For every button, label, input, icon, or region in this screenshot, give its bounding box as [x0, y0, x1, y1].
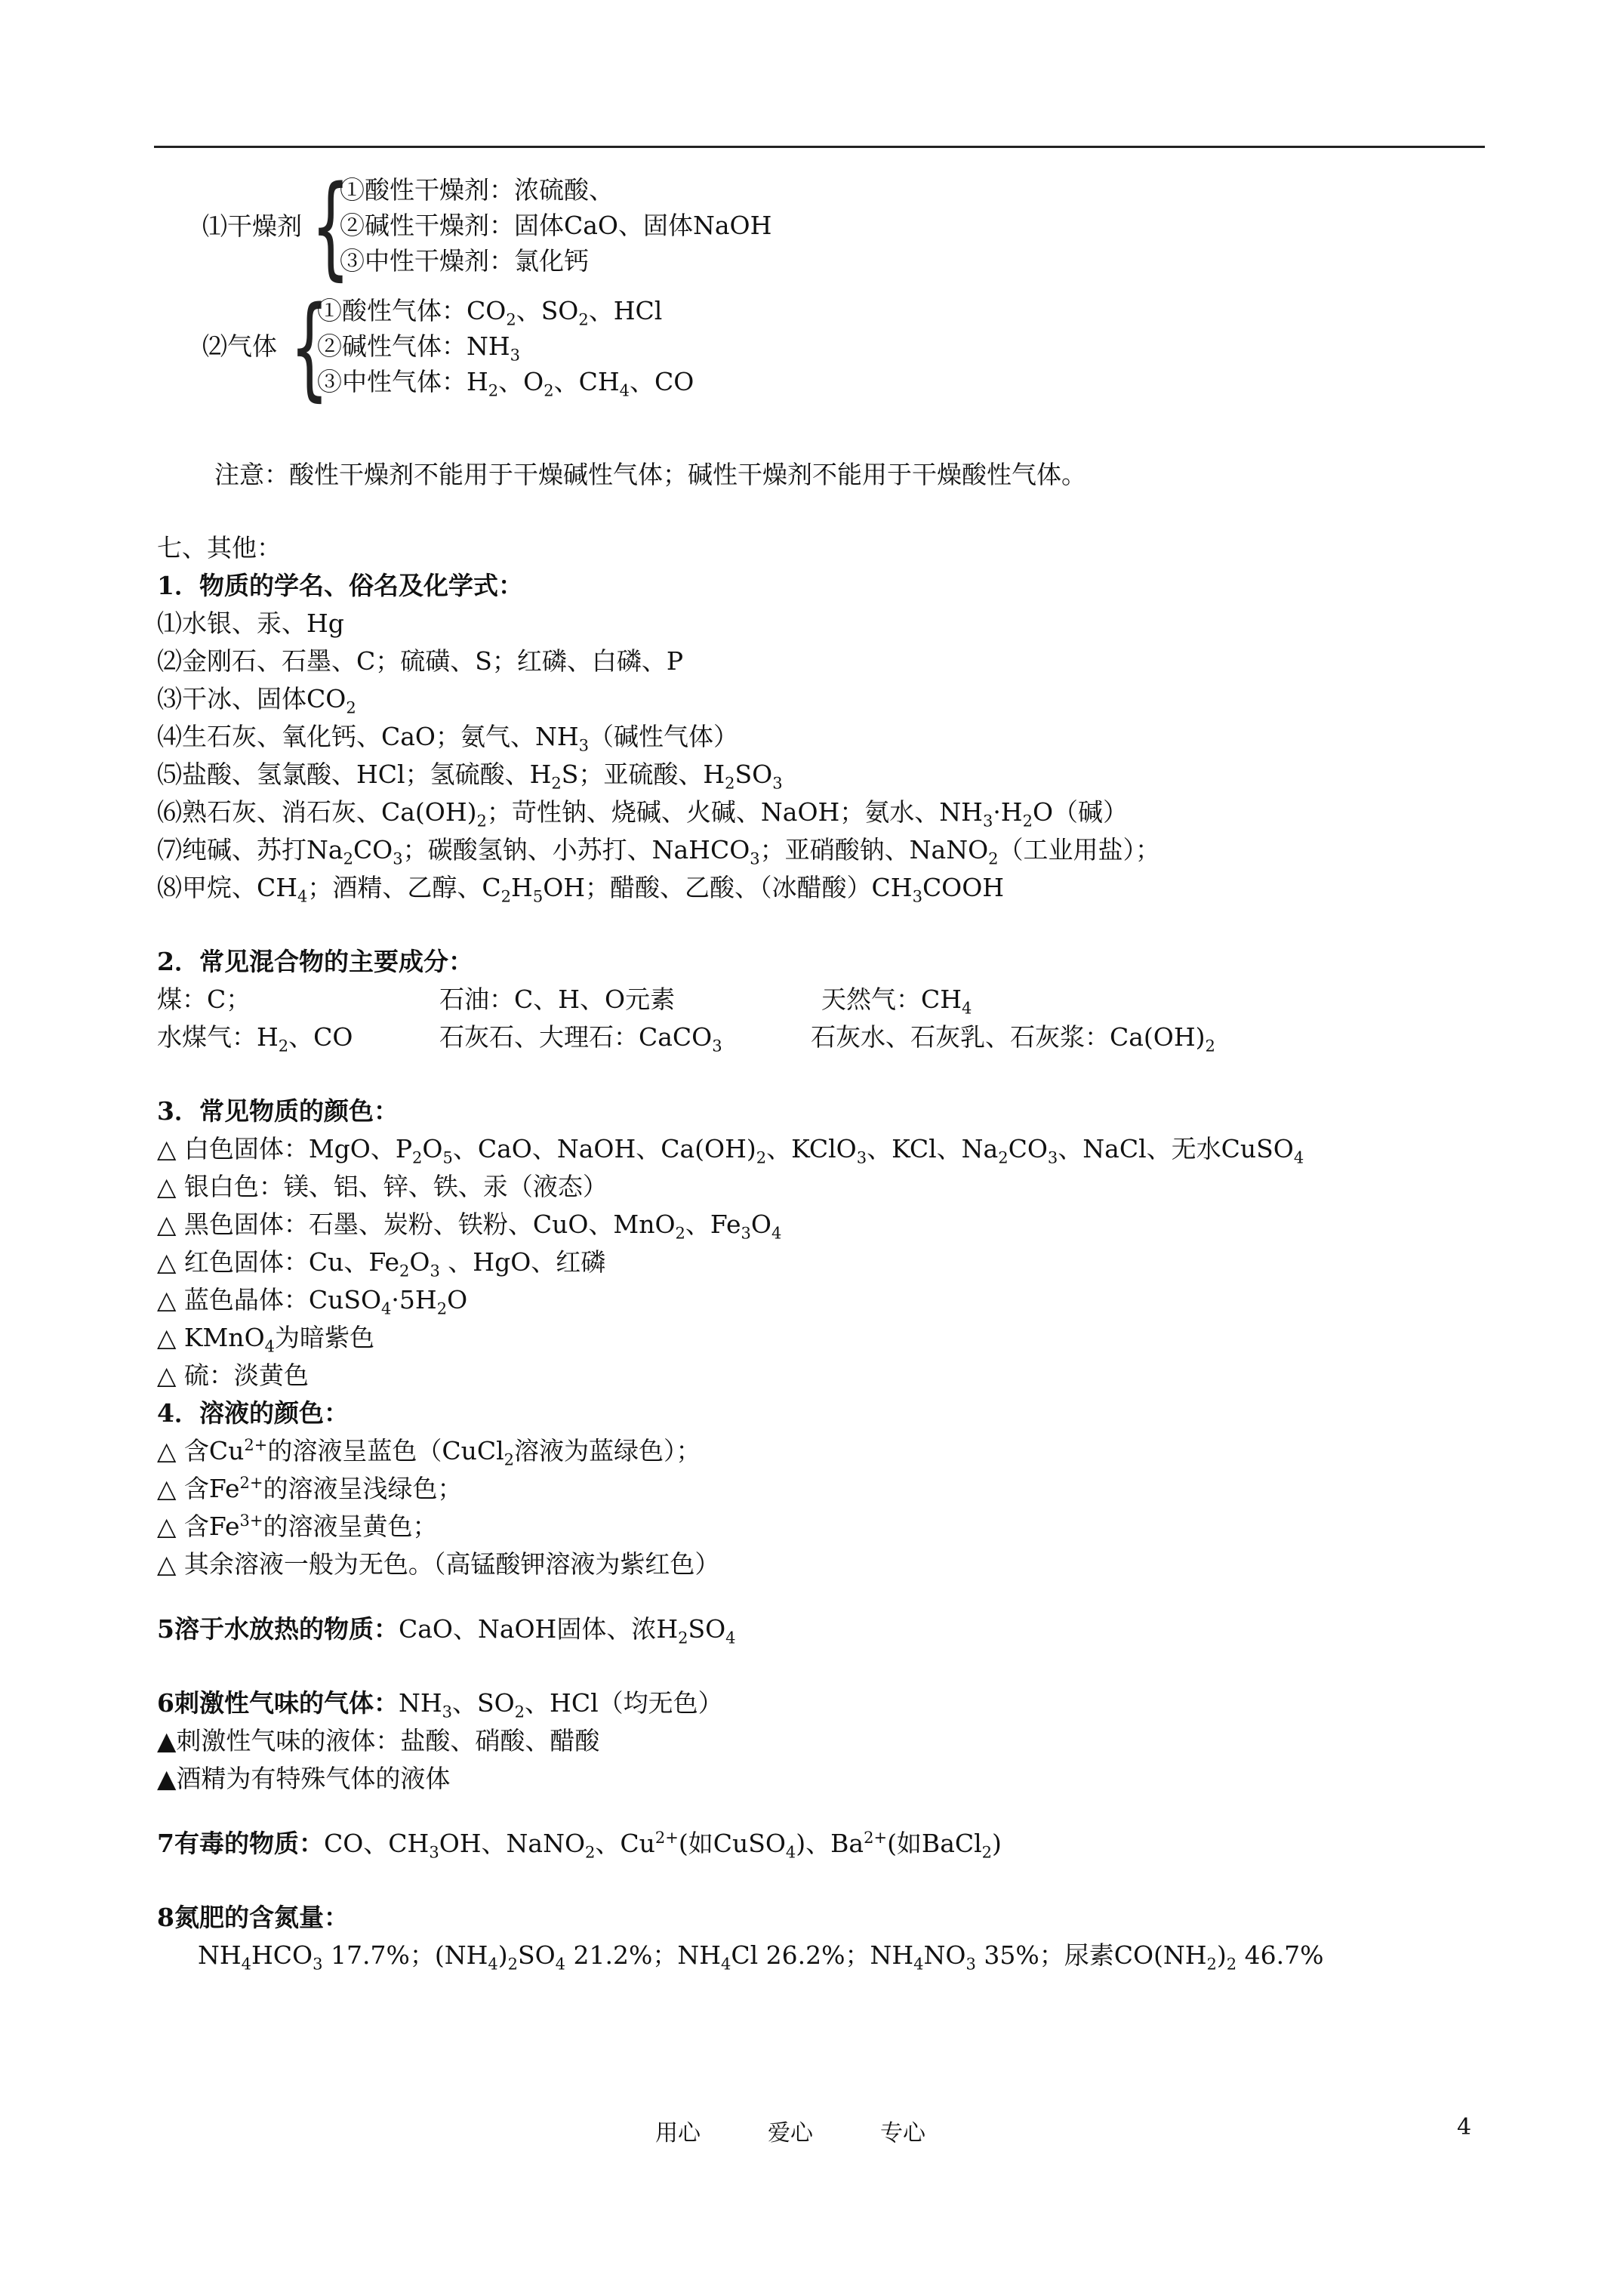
left-brace-icon: { — [311, 162, 350, 291]
list-item: △ 银白色：镁、铝、锌、铁、汞（液态） — [157, 1172, 608, 1201]
page-number: 4 — [1457, 2114, 1472, 2140]
list-item: △ 黑色固体：石墨、炭粉、铁粉、CuO、MnO$_2$、$Fe_3O_4$ — [157, 1210, 782, 1243]
nitrogen-content-line: $NH_4HCO_3$ 17.7%；$(NH_4)_2SO_4$ 21.2%；$NH_4Cl$ 26.2%；$NH_4NO_3$ 35%；尿素$CO(NH_2)_2$ 46.7% — [198, 1940, 1324, 1974]
gas-label: ⑵气体 — [202, 331, 277, 361]
list-item: ⑻甲烷、$CH_4$；酒精、乙醇、$C_2H_5OH$；醋酸、乙酸、（冰醋酸）$CH_3COOH$ — [157, 873, 1005, 906]
list-item: △ 含$Fe^{2+}$的溶液呈浅绿色； — [157, 1474, 463, 1503]
list-item: ⑸盐酸、氢氯酸、HCl；氢硫酸、$H_2S$；亚硫酸、$H_2SO_3$ — [157, 760, 783, 793]
list-item: ⑺纯碱、苏打$Na_2CO_3$；碳酸氢钠、小苏打、NaHCO$_3$；亚硝酸钠、NaNO$_2$（工业用盐）； — [157, 835, 1160, 868]
list-item: △ 白色固体：MgO、$P_2O_5$、CaO、NaOH、$Ca(OH)_2$、KClO$_3$、KCl、$Na_2CO_3$、NaCl、无水CuSO$_4$ — [157, 1134, 1304, 1167]
note-text: 注意：酸性干燥剂不能用于干燥碱性气体；碱性干燥剂不能用于干燥酸性气体。 — [214, 460, 1086, 489]
footer-text-2: 爱心 — [768, 2120, 813, 2147]
gas-item-2: ②碱性气体：$NH_3$ — [317, 331, 521, 365]
list-item: ⑹熟石灰、消石灰、$Ca(OH)_2$；苛性钠、烧碱、火碱、NaOH；氨水、$NH_3\cdot H_2O$（碱） — [157, 797, 1129, 831]
heading-1: 1．物质的学名、俗名及化学式： — [157, 571, 523, 600]
list-item: △ 其余溶液一般为无色。（高锰酸钾溶液为紫红色） — [157, 1549, 720, 1579]
drying-item-1: ①酸性干燥剂：浓硫酸、 — [340, 175, 614, 205]
heading-6: 6刺激性气味的气体：$NH_3$、$SO_2$、HCl（均无色） — [157, 1688, 723, 1721]
drying-agent-label: ⑴干燥剂 — [202, 211, 302, 241]
list-item: ⑵金刚石、石墨、C；硫磺、S；红磷、白磷、P — [157, 646, 684, 676]
gas-item-3: ③中性气体：$H_2$、$O_2$、$CH_4$、CO — [317, 367, 694, 400]
list-item: ⑷生石灰、氧化钙、CaO；氨气、$NH_3$（碱性气体） — [157, 722, 739, 755]
list-item: ⑶干冰、固体$CO_2$ — [157, 684, 356, 717]
heading-5: 5溶于水放热的物质：CaO、NaOH固体、浓$H_2SO_4$ — [157, 1614, 736, 1647]
gas-item-1: ①酸性气体：$CO_2$、$SO_2$、HCl — [317, 296, 663, 329]
mixture-limestone: 石灰石、大理石：CaCO$_3$ — [439, 1022, 722, 1056]
list-item: △ KMnO$_4$为暗紫色 — [157, 1323, 374, 1356]
heading-4: 4．溶液的颜色： — [157, 1398, 349, 1428]
mixture-natural-gas: 天然气：$CH_4$ — [821, 985, 972, 1018]
heading-7: 7有毒的物质：CO、$CH_3OH$、NaNO$_2$、$Cu^{2+}$(如CuSO$_4$)、$Ba^{2+}$(如BaCl$_2$) — [157, 1829, 1002, 1862]
list-item: △ 红色固体：Cu、$Fe_2O_3$ 、HgO、红磷 — [157, 1247, 606, 1281]
mixture-water-gas: 水煤气：$H_2$、CO — [157, 1022, 353, 1056]
heading-2: 2．常见混合物的主要成分： — [157, 947, 473, 976]
mixture-coal: 煤：C； — [157, 985, 251, 1014]
list-item: △ 硫：淡黄色 — [157, 1361, 309, 1390]
list-item: △ 蓝色晶体：$CuSO_4\cdot 5H_2O$ — [157, 1285, 468, 1318]
footer-text-3: 专心 — [880, 2120, 925, 2147]
drying-item-2: ②碱性干燥剂：固体CaO、固体NaOH — [340, 211, 772, 240]
section-7-heading: 七、其他： — [157, 533, 282, 562]
footer-text-1: 用心 — [655, 2120, 701, 2147]
mixture-oil: 石油：C、H、O元素 — [439, 985, 676, 1014]
left-brace-icon: { — [290, 282, 329, 412]
drying-item-3: ③中性干燥剂：氯化钙 — [340, 246, 589, 276]
list-item: ▲酒精为有特殊气体的液体 — [157, 1764, 451, 1793]
list-item: △ 含$Fe^{3+}$的溶液呈黄色； — [157, 1512, 438, 1541]
list-item: ▲刺激性气味的液体：盐酸、硝酸、醋酸 — [157, 1726, 600, 1755]
heading-8: 8氮肥的含氮量： — [157, 1903, 349, 1932]
mixture-limewater: 石灰水、石灰乳、石灰浆：$Ca(OH)_2$ — [811, 1022, 1215, 1056]
list-item: △ 含$Cu^{2+}$的溶液呈蓝色（CuCl$_2$溶液为蓝绿色）； — [157, 1436, 701, 1469]
heading-3: 3．常见物质的颜色： — [157, 1096, 399, 1126]
list-item: ⑴水银、汞、Hg — [157, 609, 344, 638]
header-rule — [154, 146, 1485, 148]
